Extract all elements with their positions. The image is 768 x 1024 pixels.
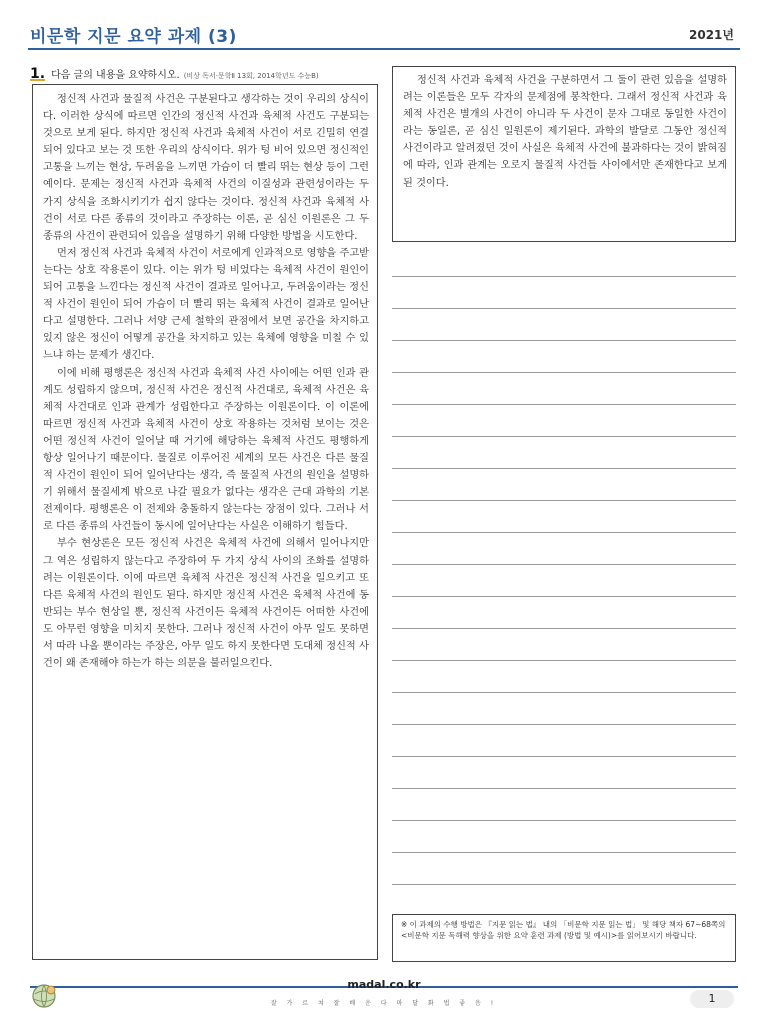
footer-slogan: 잘 가 르 쳐 잘 배 운 다 마 달 화 법 좋 음 ! (270, 1000, 498, 1007)
answer-line[interactable] (392, 820, 736, 821)
answer-line[interactable] (392, 788, 736, 789)
answer-line[interactable] (392, 500, 736, 501)
passage-continuation-box (392, 66, 736, 242)
passage-box (32, 84, 378, 960)
question-number: 1. (30, 66, 46, 82)
answer-line[interactable] (392, 532, 736, 533)
page-title: 비문학 지문 요약 과제 (3) (30, 27, 237, 47)
question-source: (비상 독서·문학Ⅱ 13회, 2014학년도 수능B) (183, 72, 319, 80)
passage-paragraph-4: 부수 현상론은 모든 정신적 사건은 육체적 사건에 의해서 일어나지만 그 역은 성립하지 않는다고 주장하여 두 가지 상식 사이의 조화를 설명하려는 이원론이다. 이에 따르면 육체적 사건은 정신적 사건을 일으키고 또 다른 육체적 사건의 원인도 된다. 하지만 정신적 사건은 육체적 사건에 동반되는 부수 현상일 뿐, 정신적 사건이든 육체적 사건이든 어떠한 사건에도 아무런 영향을 미치지 못한다. 그러나 정신적 사건이 아무 일도 못하면서 따라 나올 뿐이라는 주장은, 아무 일도 하지 못한다면 도대체 정신적 사건이 왜 존재해야 하는가 하는 의문을 불러일으킨다. (43, 538, 369, 670)
answer-line[interactable] (392, 436, 736, 437)
header-divider (28, 48, 740, 50)
footer-site[interactable]: madal.co.kr (347, 978, 421, 991)
answer-line[interactable] (392, 884, 736, 885)
answer-line[interactable] (392, 724, 736, 725)
instruction-note: ※ 이 과제의 수행 방법은 『지문 읽는 법』 내의 「비문학 지문 읽는 법」 및 해당 책자 67~68쪽의 <비문학 지문 독해력 향상을 위한 요약 훈련 과제 (방법 및 예시)>를 읽어보시기 바랍니다. (392, 914, 736, 962)
answer-line[interactable] (392, 372, 736, 373)
passage-paragraph-3: 이에 비해 평행론은 정신적 사건과 육체적 사건 사이에는 어떤 인과 관계도 성립하지 않으며, 정신적 사건은 정신적 사건대로, 육체적 사건은 육체적 사건대로 인과 관계가 성립한다고 주장하는 이원론이다. 이 이론에 따르면 정신적 사건과 육체적 사건이 상호 작용하는 것처럼 보이는 것은 어떤 정신적 사건이 일어날 때 거기에 해당하는 육체적 사건도 평행하게 항상 일어나기 때문이다. 물질로 이루어진 세계의 모든 사건은 다른 물질적 사건이 원인이 되어 일어난다는 생각, 즉 물질적 사건의 원인을 설명하기 위해서 물질세계 밖으로 나갈 필요가 없다는 생각은 근대 과학의 기본 전제이다. 평행론은 이 전제와 충돌하지 않는다는 장점이 있다. 그러나 서로 다른 종류의 사건들이 동시에 일어난다는 사실은 이해하기 힘들다. (43, 367, 369, 533)
header-year: 2021년 (689, 28, 734, 42)
answer-line[interactable] (392, 276, 736, 277)
answer-line[interactable] (392, 596, 736, 597)
answer-line[interactable] (392, 340, 736, 341)
answer-line[interactable] (392, 564, 736, 565)
passage-continuation: 정신적 사건과 육체적 사건을 구분하면서 그 둘이 관련 있음을 설명하려는 이론들은 모두 각자의 문제점에 봉착한다. 그래서 정신적 사건과 육체적 사건은 별개의 사건이 아니라 두 사건이 문자 그대로 동일한 사건이라는 동일론, 곧 심신 일원론이 제기된다. 과학의 발달로 그동안 정신적 사건이라고 알려졌던 것이 사실은 육체적 사건에 불과하다는 것이 밝혀짐에 따라, 인과 관계는 오로지 물질적 사건들 사이에서만 존재한다고 보게 된 것이다. (403, 75, 727, 189)
answer-line[interactable] (392, 852, 736, 853)
answer-line[interactable] (392, 308, 736, 309)
answer-line[interactable] (392, 660, 736, 661)
question-row (30, 66, 380, 82)
question-prompt: 다음 글의 내용을 요약하시오. (51, 70, 180, 81)
passage-paragraph-1: 정신적 사건과 물질적 사건은 구분된다고 생각하는 것이 우리의 상식이다. 이러한 상식에 따르면 인간의 정신적 사건과 육체적 사건도 구분되는 것으로 보게 된다. 하지만 정신적 사건과 육체적 사건이 서로 긴밀히 연결되어 있다고 보는 것 또한 우리의 상식이다. 위가 텅 비어 있으면 정신적인 고통을 느끼는 현상, 두려움을 느끼면 가슴이 더 빨리 뛰는 현상 등이 그런 예이다. 문제는 정신적 사건과 육체적 사건의 이질성과 관련성이라는 두 가지 상식을 조화시키기가 쉽지 않다는 것이다. 정신적 사건과 육체적 사건이 서로 다른 종류의 것이라고 주장하는 이론, 곧 심신 이원론은 그 두 종류의 사건이 관련되어 있음을 설명하기 위해 다양한 방법을 시도한다. (43, 94, 369, 242)
page-number: 1 (690, 990, 734, 1008)
answer-line[interactable] (392, 756, 736, 757)
answer-line[interactable] (392, 692, 736, 693)
answer-line[interactable] (392, 404, 736, 405)
answer-line[interactable] (392, 628, 736, 629)
passage-paragraph-2: 먼저 정신적 사건과 육체적 사건이 서로에게 인과적으로 영향을 주고받는다는 상호 작용론이 있다. 이는 위가 텅 비었다는 육체적 사건이 원인이 되어 고통을 느낀다는 정신적 사건이 결과로 일어나고, 두려움이라는 정신적 사건이 원인이 되어 가슴이 더 빨리 뛰는 육체적 사건이 결과로 일어난다고 설명한다. 그러나 서양 근세 철학의 관점에서 보면 공간을 차지하고 있지 않은 정신이 어떻게 공간을 차지하고 있는 육체에 영향을 미칠 수 있느냐 하는 문제가 생긴다. (43, 247, 369, 362)
answer-line[interactable] (392, 468, 736, 469)
